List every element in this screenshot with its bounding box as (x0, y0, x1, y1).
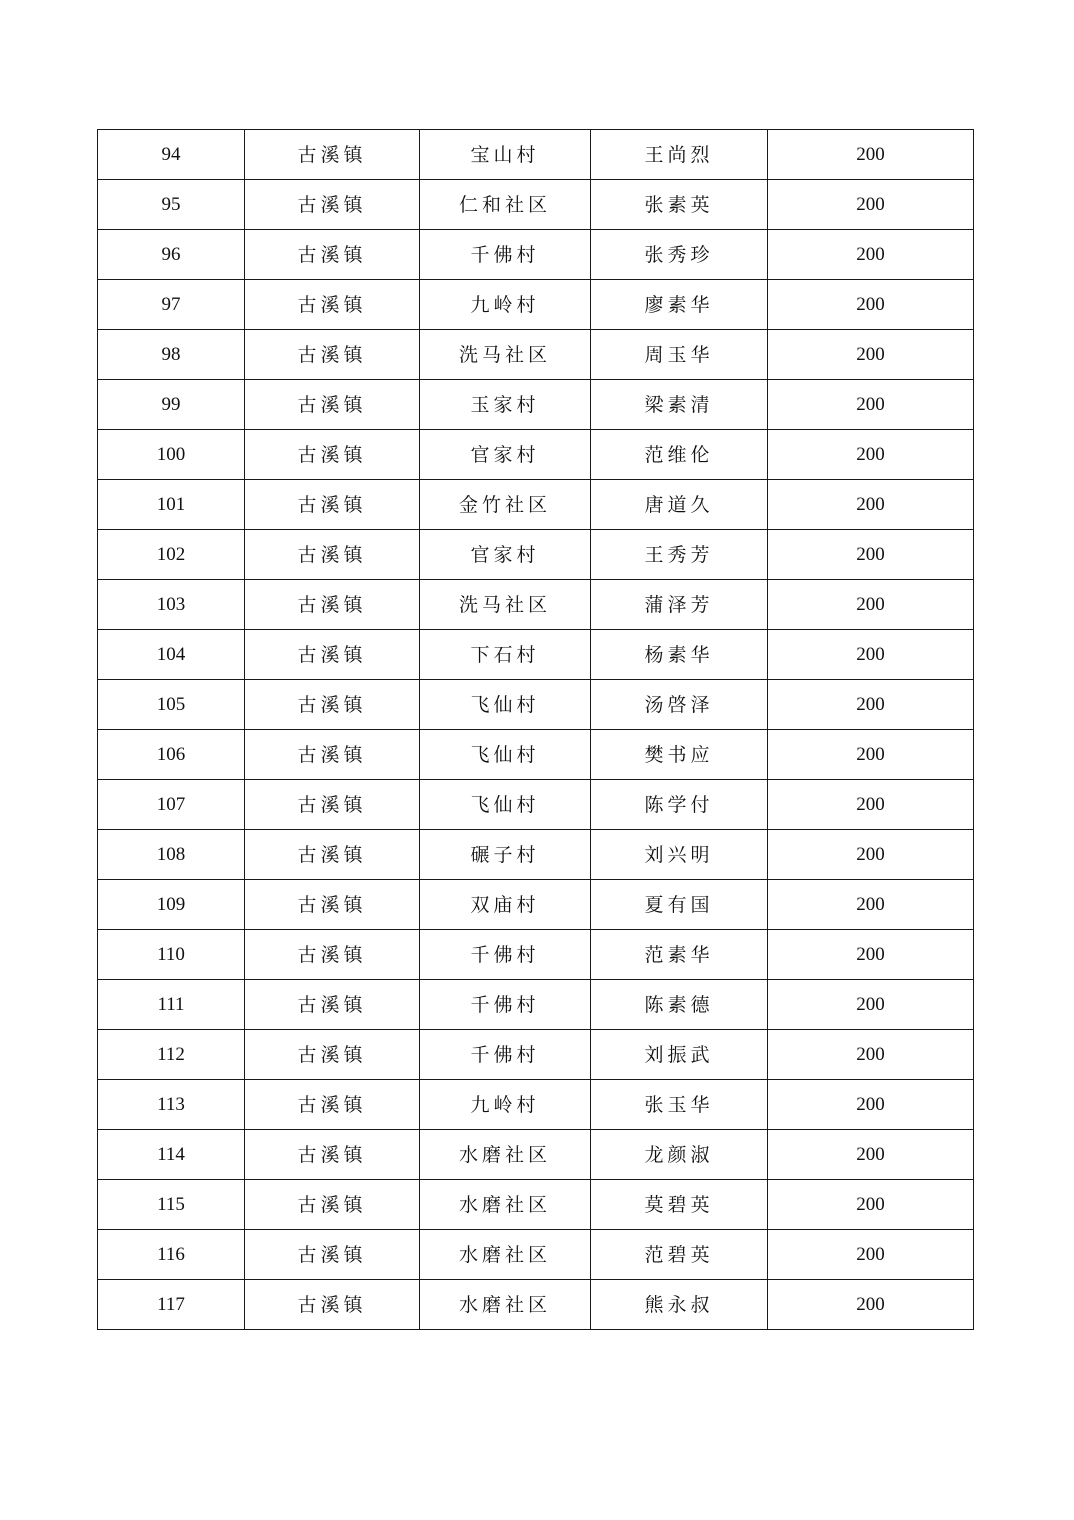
table-row (98, 1230, 974, 1280)
table-row (98, 1280, 974, 1330)
town-cell: 古溪镇 (245, 880, 420, 930)
village-cell: 飞仙村 (420, 730, 591, 780)
town-cell: 古溪镇 (245, 1230, 420, 1280)
serial-number-cell: 99 (98, 380, 245, 430)
table-row (98, 1080, 974, 1130)
serial-number-cell: 109 (98, 880, 245, 930)
town-cell: 古溪镇 (245, 680, 420, 730)
person-name-cell: 廖素华 (591, 280, 768, 330)
village-cell: 飞仙村 (420, 780, 591, 830)
village-cell: 洗马社区 (420, 580, 591, 630)
table-row (98, 1130, 974, 1180)
village-cell: 碾子村 (420, 830, 591, 880)
town-cell: 古溪镇 (245, 230, 420, 280)
table-row (98, 130, 974, 180)
town-cell: 古溪镇 (245, 580, 420, 630)
serial-number-cell: 117 (98, 1280, 245, 1330)
table-row (98, 480, 974, 530)
village-cell: 千佛村 (420, 230, 591, 280)
serial-number-cell: 104 (98, 630, 245, 680)
town-cell: 古溪镇 (245, 480, 420, 530)
table-row (98, 280, 974, 330)
amount-cell: 200 (768, 130, 974, 180)
person-name-cell: 夏有国 (591, 880, 768, 930)
person-name-cell: 刘振武 (591, 1030, 768, 1080)
table-row (98, 1030, 974, 1080)
amount-cell: 200 (768, 430, 974, 480)
amount-cell: 200 (768, 380, 974, 430)
amount-cell: 200 (768, 780, 974, 830)
recipient-table-body (98, 130, 974, 1330)
serial-number-cell: 103 (98, 580, 245, 630)
amount-cell: 200 (768, 730, 974, 780)
amount-cell: 200 (768, 1080, 974, 1130)
amount-cell: 200 (768, 1280, 974, 1330)
serial-number-cell: 96 (98, 230, 245, 280)
town-cell: 古溪镇 (245, 1080, 420, 1130)
amount-cell: 200 (768, 880, 974, 930)
town-cell: 古溪镇 (245, 630, 420, 680)
table-row (98, 680, 974, 730)
person-name-cell: 龙颜淑 (591, 1130, 768, 1180)
person-name-cell: 王尚烈 (591, 130, 768, 180)
serial-number-cell: 101 (98, 480, 245, 530)
village-cell: 官家村 (420, 530, 591, 580)
amount-cell: 200 (768, 1130, 974, 1180)
village-cell: 九岭村 (420, 1080, 591, 1130)
serial-number-cell: 112 (98, 1030, 245, 1080)
amount-cell: 200 (768, 530, 974, 580)
serial-number-cell: 115 (98, 1180, 245, 1230)
village-cell: 下石村 (420, 630, 591, 680)
table-row (98, 830, 974, 880)
amount-cell: 200 (768, 980, 974, 1030)
table-row (98, 380, 974, 430)
person-name-cell: 杨素华 (591, 630, 768, 680)
table-row (98, 630, 974, 680)
serial-number-cell: 102 (98, 530, 245, 580)
town-cell: 古溪镇 (245, 1130, 420, 1180)
table-row (98, 880, 974, 930)
amount-cell: 200 (768, 1230, 974, 1280)
village-cell: 玉家村 (420, 380, 591, 430)
serial-number-cell: 94 (98, 130, 245, 180)
person-name-cell: 张素英 (591, 180, 768, 230)
serial-number-cell: 95 (98, 180, 245, 230)
amount-cell: 200 (768, 330, 974, 380)
person-name-cell: 范碧英 (591, 1230, 768, 1280)
amount-cell: 200 (768, 480, 974, 530)
serial-number-cell: 114 (98, 1130, 245, 1180)
town-cell: 古溪镇 (245, 830, 420, 880)
town-cell: 古溪镇 (245, 1180, 420, 1230)
person-name-cell: 陈素德 (591, 980, 768, 1030)
town-cell: 古溪镇 (245, 980, 420, 1030)
person-name-cell: 王秀芳 (591, 530, 768, 580)
amount-cell: 200 (768, 680, 974, 730)
person-name-cell: 陈学付 (591, 780, 768, 830)
town-cell: 古溪镇 (245, 180, 420, 230)
table-row (98, 230, 974, 280)
table-row (98, 780, 974, 830)
person-name-cell: 张玉华 (591, 1080, 768, 1130)
table-row (98, 530, 974, 580)
table-row (98, 430, 974, 480)
amount-cell: 200 (768, 830, 974, 880)
village-cell: 水磨社区 (420, 1230, 591, 1280)
town-cell: 古溪镇 (245, 530, 420, 580)
person-name-cell: 范维伦 (591, 430, 768, 480)
village-cell: 宝山村 (420, 130, 591, 180)
person-name-cell: 熊永叔 (591, 1280, 768, 1330)
town-cell: 古溪镇 (245, 1280, 420, 1330)
serial-number-cell: 111 (98, 980, 245, 1030)
serial-number-cell: 105 (98, 680, 245, 730)
town-cell: 古溪镇 (245, 430, 420, 480)
table-row (98, 580, 974, 630)
person-name-cell: 周玉华 (591, 330, 768, 380)
village-cell: 官家村 (420, 430, 591, 480)
village-cell: 九岭村 (420, 280, 591, 330)
table-row (98, 180, 974, 230)
serial-number-cell: 108 (98, 830, 245, 880)
serial-number-cell: 100 (98, 430, 245, 480)
village-cell: 千佛村 (420, 1030, 591, 1080)
town-cell: 古溪镇 (245, 780, 420, 830)
person-name-cell: 樊书应 (591, 730, 768, 780)
table-row (98, 1180, 974, 1230)
village-cell: 水磨社区 (420, 1280, 591, 1330)
serial-number-cell: 116 (98, 1230, 245, 1280)
village-cell: 千佛村 (420, 930, 591, 980)
town-cell: 古溪镇 (245, 330, 420, 380)
table-row (98, 930, 974, 980)
village-cell: 水磨社区 (420, 1180, 591, 1230)
amount-cell: 200 (768, 280, 974, 330)
town-cell: 古溪镇 (245, 1030, 420, 1080)
table-row (98, 980, 974, 1030)
village-cell: 仁和社区 (420, 180, 591, 230)
person-name-cell: 张秀珍 (591, 230, 768, 280)
village-cell: 飞仙村 (420, 680, 591, 730)
table-row (98, 730, 974, 780)
person-name-cell: 汤啓泽 (591, 680, 768, 730)
serial-number-cell: 107 (98, 780, 245, 830)
amount-cell: 200 (768, 630, 974, 680)
village-cell: 金竹社区 (420, 480, 591, 530)
amount-cell: 200 (768, 580, 974, 630)
table-row (98, 330, 974, 380)
person-name-cell: 蒲泽芳 (591, 580, 768, 630)
village-cell: 洗马社区 (420, 330, 591, 380)
amount-cell: 200 (768, 1030, 974, 1080)
village-cell: 双庙村 (420, 880, 591, 930)
person-name-cell: 范素华 (591, 930, 768, 980)
serial-number-cell: 110 (98, 930, 245, 980)
person-name-cell: 刘兴明 (591, 830, 768, 880)
serial-number-cell: 98 (98, 330, 245, 380)
town-cell: 古溪镇 (245, 930, 420, 980)
serial-number-cell: 106 (98, 730, 245, 780)
amount-cell: 200 (768, 230, 974, 280)
serial-number-cell: 97 (98, 280, 245, 330)
town-cell: 古溪镇 (245, 730, 420, 780)
village-cell: 水磨社区 (420, 1130, 591, 1180)
town-cell: 古溪镇 (245, 280, 420, 330)
town-cell: 古溪镇 (245, 380, 420, 430)
person-name-cell: 莫碧英 (591, 1180, 768, 1230)
amount-cell: 200 (768, 180, 974, 230)
person-name-cell: 梁素清 (591, 380, 768, 430)
village-cell: 千佛村 (420, 980, 591, 1030)
town-cell: 古溪镇 (245, 130, 420, 180)
person-name-cell: 唐道久 (591, 480, 768, 530)
recipient-table (97, 129, 974, 1330)
amount-cell: 200 (768, 1180, 974, 1230)
serial-number-cell: 113 (98, 1080, 245, 1130)
amount-cell: 200 (768, 930, 974, 980)
